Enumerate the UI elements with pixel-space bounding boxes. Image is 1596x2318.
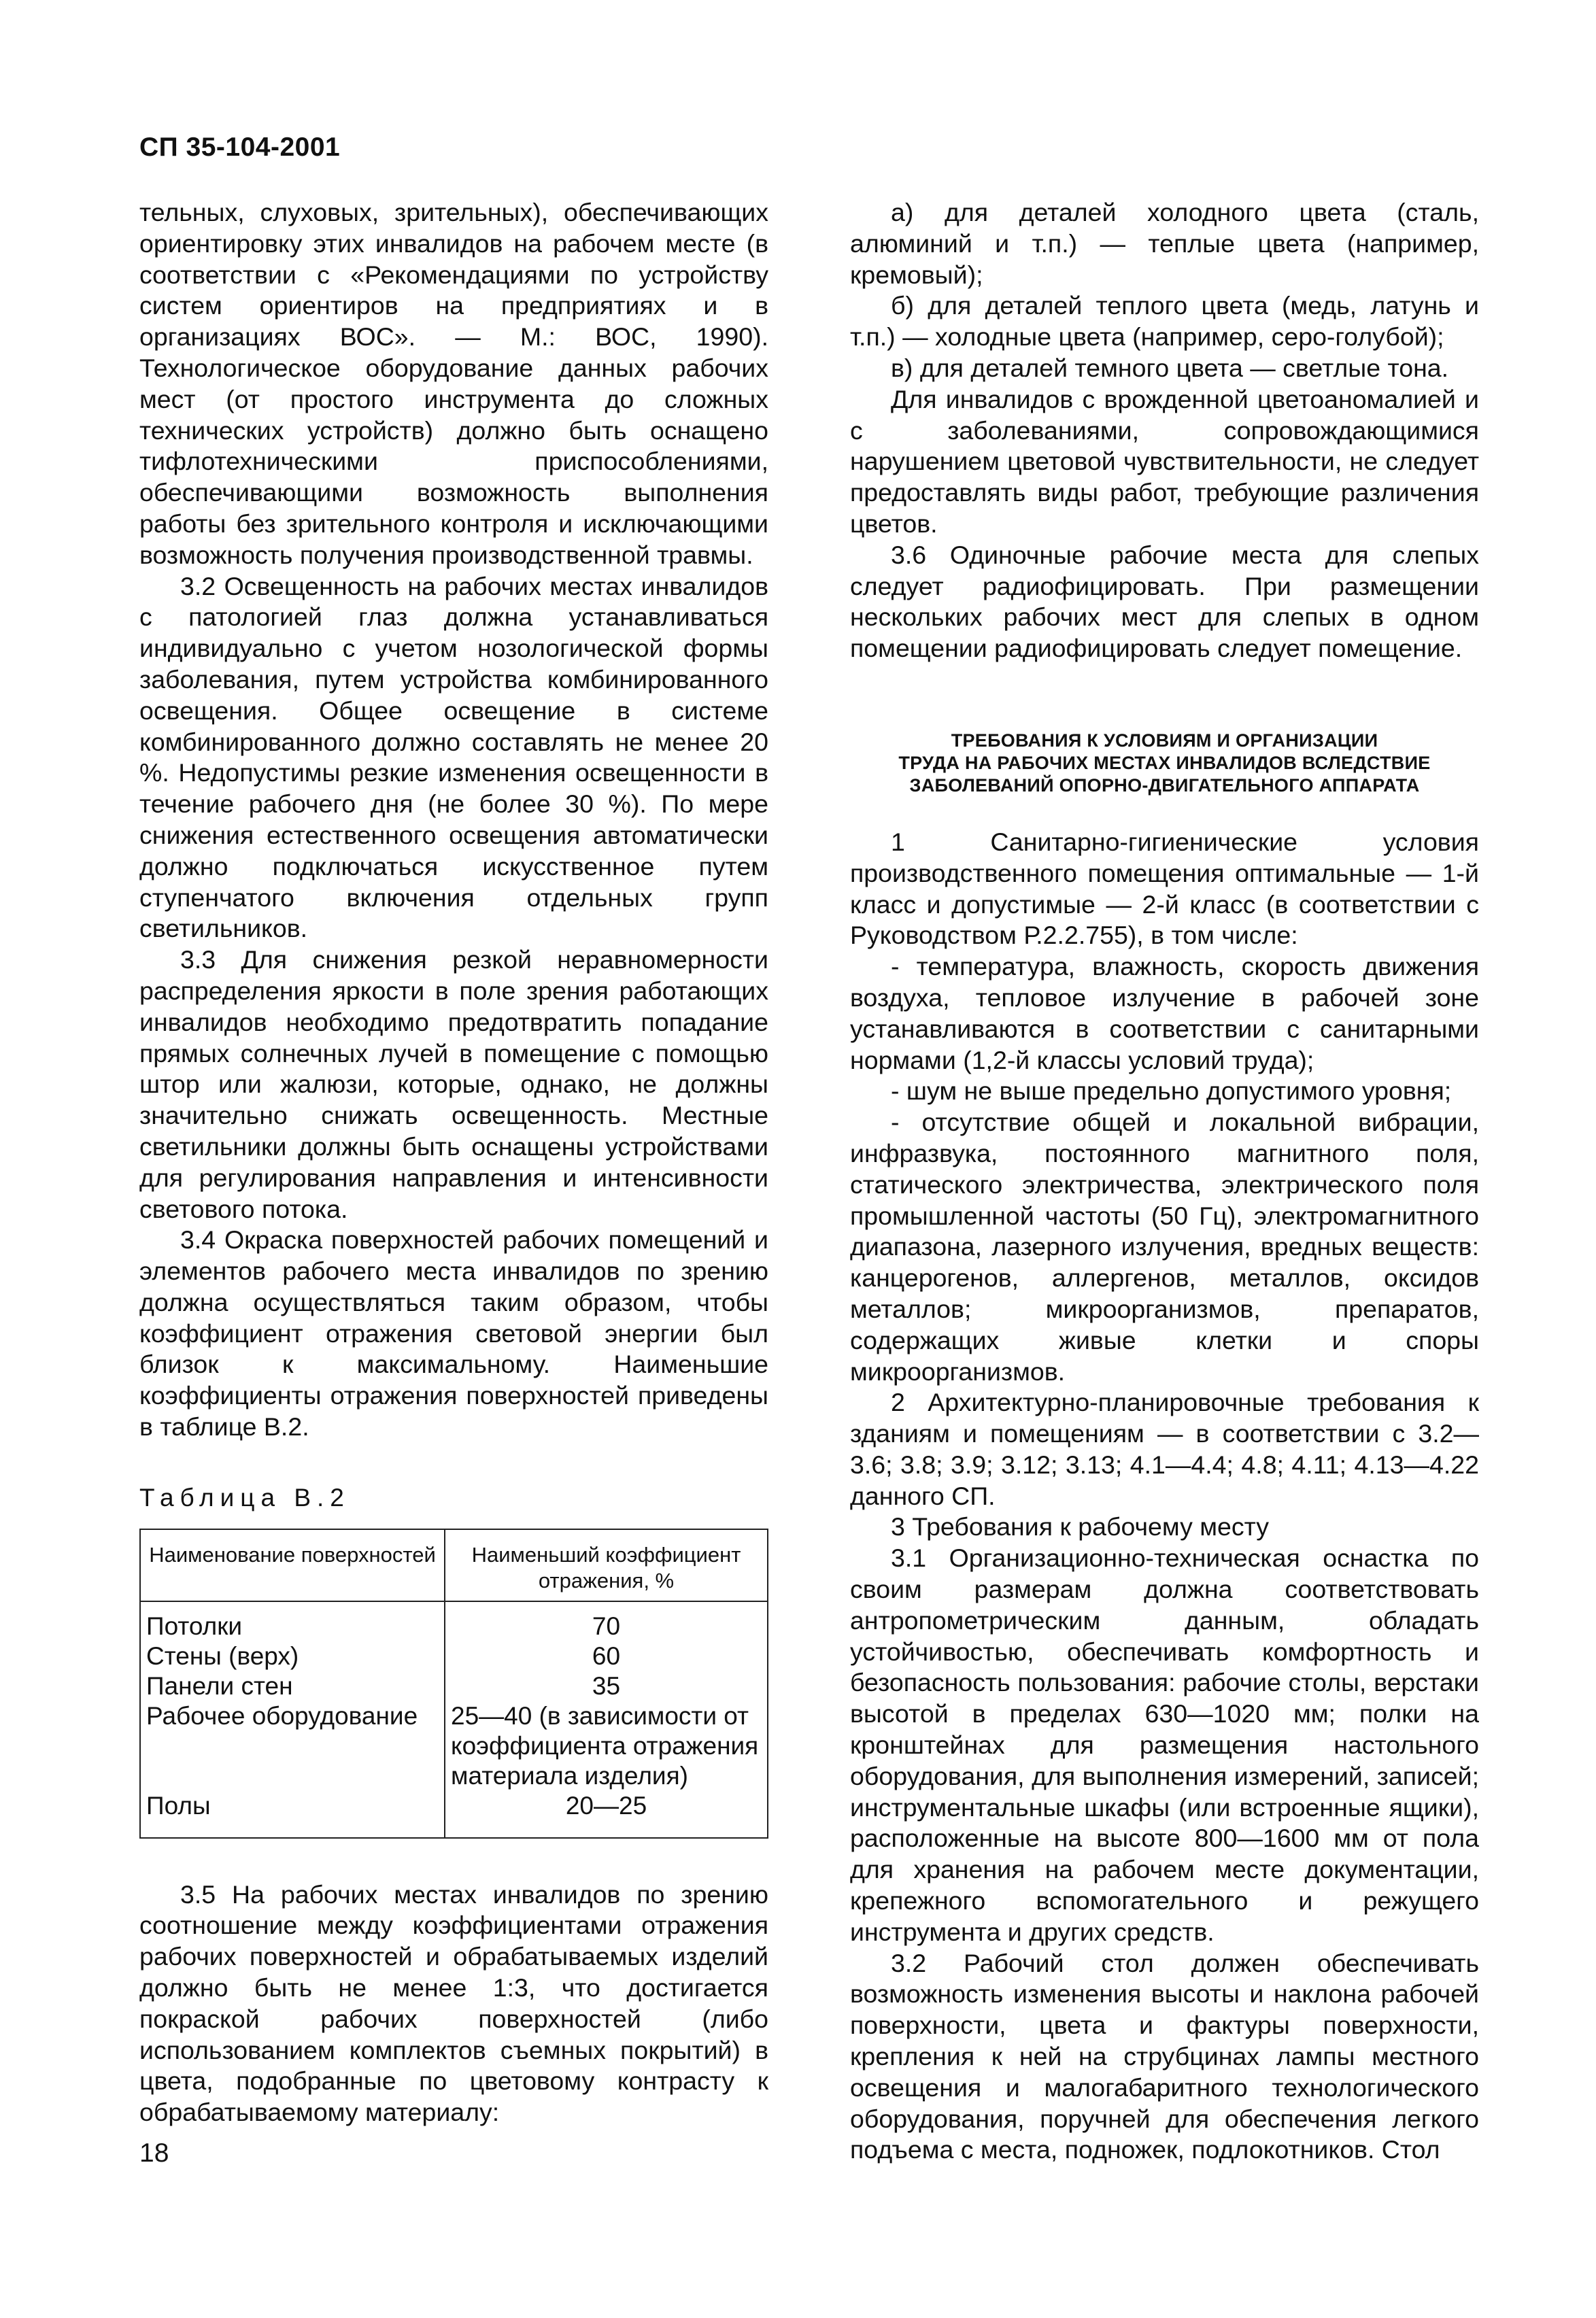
table-cell-surface: Стены (верх): [140, 1641, 445, 1671]
section-title: [850, 730, 1479, 797]
dash-item: - температура, влажность, скорость движения воздуха, тепловое излучение в рабочей зоне устанавливаются в соответствии с санитарными нормами (1,2-й классы условий труда);: [850, 952, 1479, 1074]
table-row: [140, 1671, 768, 1701]
table-cell-value: 70: [445, 1601, 768, 1641]
paragraph-1: 1 Санитарно-гигиенические условия производственного помещения оптимальные — 1-й класс и допустимые — 2-й класс (в соответствии с Руководством Р.2.2.755), в том числе:: [850, 827, 1479, 950]
table-cell-surface: Панели стен: [140, 1671, 445, 1701]
paragraph-3-2-right: 3.2 Рабочий стол должен обеспечивать возможность изменения высоты и наклона рабочей поверхности, цвета и фактуры поверхности, крепления к ней на струбцинах лампы местного освещения и малогабаритного технологического оборудования, поручней для обеспечения легкого подъема с места, подножек, подлокотников. Стол: [850, 1948, 1479, 2164]
table-caption: Таблица В.2: [139, 1483, 350, 1512]
paragraph-2: 2 Архитектурно-планировочные требования к зданиям и помещениям — в соответствии с 3.2—3.6; 3.8; 3.9; 3.12; 3.13; 4.1—4.4; 4.8; 4.11; 4.13—4.22 данного СП.: [850, 1388, 1479, 1510]
table-row: [140, 1791, 768, 1838]
table-header-coefficient: Наименьший коэффициент отражения, %: [445, 1529, 768, 1601]
section-title-line: ЗАБОЛЕВАНИЙ ОПОРНО-ДВИГАТЕЛЬНОГО АППАРАТА: [909, 774, 1420, 796]
page-number: 18: [139, 2138, 169, 2168]
paragraph-3-6: 3.6 Одиночные рабочие места для слепых следует радиофицировать. При размещении нескольких рабочих мест для слепых в одном помещении радиофицировать следует помещение.: [850, 540, 1479, 663]
table-row: [140, 1641, 768, 1671]
table-cell-value: 35: [445, 1671, 768, 1701]
paragraph-3-1: 3.1 Организационно-техническая оснастка по своим размерам должна соответствовать антропометрическим данным, обладать устойчивостью, обеспечивать комфортность и безопасность пользования: рабочие столы, верстаки высотой в пределах 630—1020 мм; полки на кронштейнах для размещения настольного оборудования, для выполнения измерений, записей; инструментальные шкафы (или встроенные ящики), расположенные на высоте 800—1600 мм от пола для хранения на рабочем месте документации, крепежного вспомогательного и режущего инструмента и других средств.: [850, 1544, 1479, 1946]
table-cell-surface: Рабочее оборудование: [140, 1701, 445, 1791]
table-cell-value: 60: [445, 1641, 768, 1671]
section-title-line: ТРЕБОВАНИЯ К УСЛОВИЯМ И ОРГАНИЗАЦИИ: [951, 730, 1378, 751]
paragraph-continued: тельных, слуховых, зрительных), обеспечивающих ориентировку этих инвалидов на рабочем месте (в соответствии с «Рекомендациями по устройству систем ориентиров на предприятиях и в организациях ВОС». — М.: ВОС, 1990). Технологическое оборудование данных рабочих мест (от простого инструмента до сложных технических устройств) должно быть оснащено тифлотехническими приспособлениями, обеспечивающими возможность выполнения работы без зрительного контроля и исключающими возможность получения производственной травмы.: [139, 198, 768, 569]
document-code: СП 35-104-2001: [139, 133, 341, 162]
paragraph-3-5: 3.5 На рабочих местах инвалидов по зрению соотношение между коэффициентами отражения рабочих поверхностей и обрабатываемых изделий должно быть не менее 1:3, что достигается покраской рабочих поверхностей (либо использованием комплектов съемных покрытий) в цвета, подобранные по цветовому контрасту к обрабатываемому материалу:: [139, 1879, 768, 2127]
table-cell-surface: Полы: [140, 1791, 445, 1838]
table-header-row: [140, 1529, 768, 1601]
list-item-b: б) для деталей теплого цвета (медь, латунь и т.п.) — холодные цвета (например, серо-голубой);: [850, 291, 1479, 352]
dash-item: - отсутствие общей и локальной вибрации, инфразвука, постоянного магнитного поля, статического электричества, электрического поля промышленной частоты (50 Гц), электромагнитного диапазона, лазерного излучения, вредных веществ: канцерогенов, аллергенов, металлов, оксидов металлов; микроорганизмов, препаратов, содержащих живые клетки и споры микроорганизмов.: [850, 1108, 1479, 1386]
table-cell-value: 20—25: [445, 1791, 768, 1838]
right-column: [850, 197, 1479, 2166]
paragraph-3-4: 3.4 Окраска поверхностей рабочих помещений и элементов рабочего места инвалидов по зрению должна осуществляться таким образом, чтобы коэффициент отражения световой энергии был близок к максимальному. Наименьшие коэффициенты отражения поверхностей приведены в таблице В.2.: [139, 1225, 768, 1442]
table-row: [140, 1701, 768, 1791]
list-item-c: в) для деталей темного цвета — светлые тона.: [891, 353, 1449, 382]
paragraph-3: 3 Требования к рабочему месту: [891, 1512, 1269, 1541]
paragraph-color-anomaly: Для инвалидов с врожденной цветоаномалией и с заболеваниями, сопровождающимися нарушением цветовой чувствительности, не следует предоставлять виды работ, требующие различения цветов.: [850, 384, 1479, 538]
table-cell-surface: Потолки: [140, 1601, 445, 1641]
dash-item: - шум не выше предельно допустимого уровня;: [891, 1076, 1452, 1106]
section-title-line: ТРУДА НА РАБОЧИХ МЕСТАХ ИНВАЛИДОВ ВСЛЕДСТВИЕ: [898, 752, 1431, 773]
table-header-surface: Наименование поверхностей: [140, 1529, 445, 1601]
table-row: [140, 1601, 768, 1641]
paragraph-3-3: 3.3 Для снижения резкой неравномерности распределения яркости в поле зрения работающих инвалидов необходимо предотвратить попадание прямых солнечных лучей в помещение с помощью штор или жалюзи, которые, однако, не должны значительно снижать освещенность. Местные светильники должны быть оснащены устройствами для регулирования направления и интенсивности светового потока.: [139, 945, 768, 1223]
table-cell-value: 25—40 (в зависимости от коэффициента отражения материала изделия): [445, 1701, 768, 1791]
paragraph-3-2: 3.2 Освещенность на рабочих местах инвалидов с патологией глаз должна устанавливаться индивидуально с учетом нозологической формы заболевания, путем устройства комбинированного освещения. Общее освещение в системе комбинированного должно составлять не менее 20 %. Недопустимы резкие изменения освещенности в течение рабочего дня (не более 30 %). По мере снижения естественного освещения автоматически должно подключаться искусственное путем ступенчатого включения отдельных групп светильников.: [139, 571, 768, 943]
reflection-table: [139, 1529, 768, 1839]
left-column: [139, 197, 768, 2128]
list-item-a: а) для деталей холодного цвета (сталь, алюминий и т.п.) — теплые цвета (например, кремовый);: [850, 198, 1479, 289]
